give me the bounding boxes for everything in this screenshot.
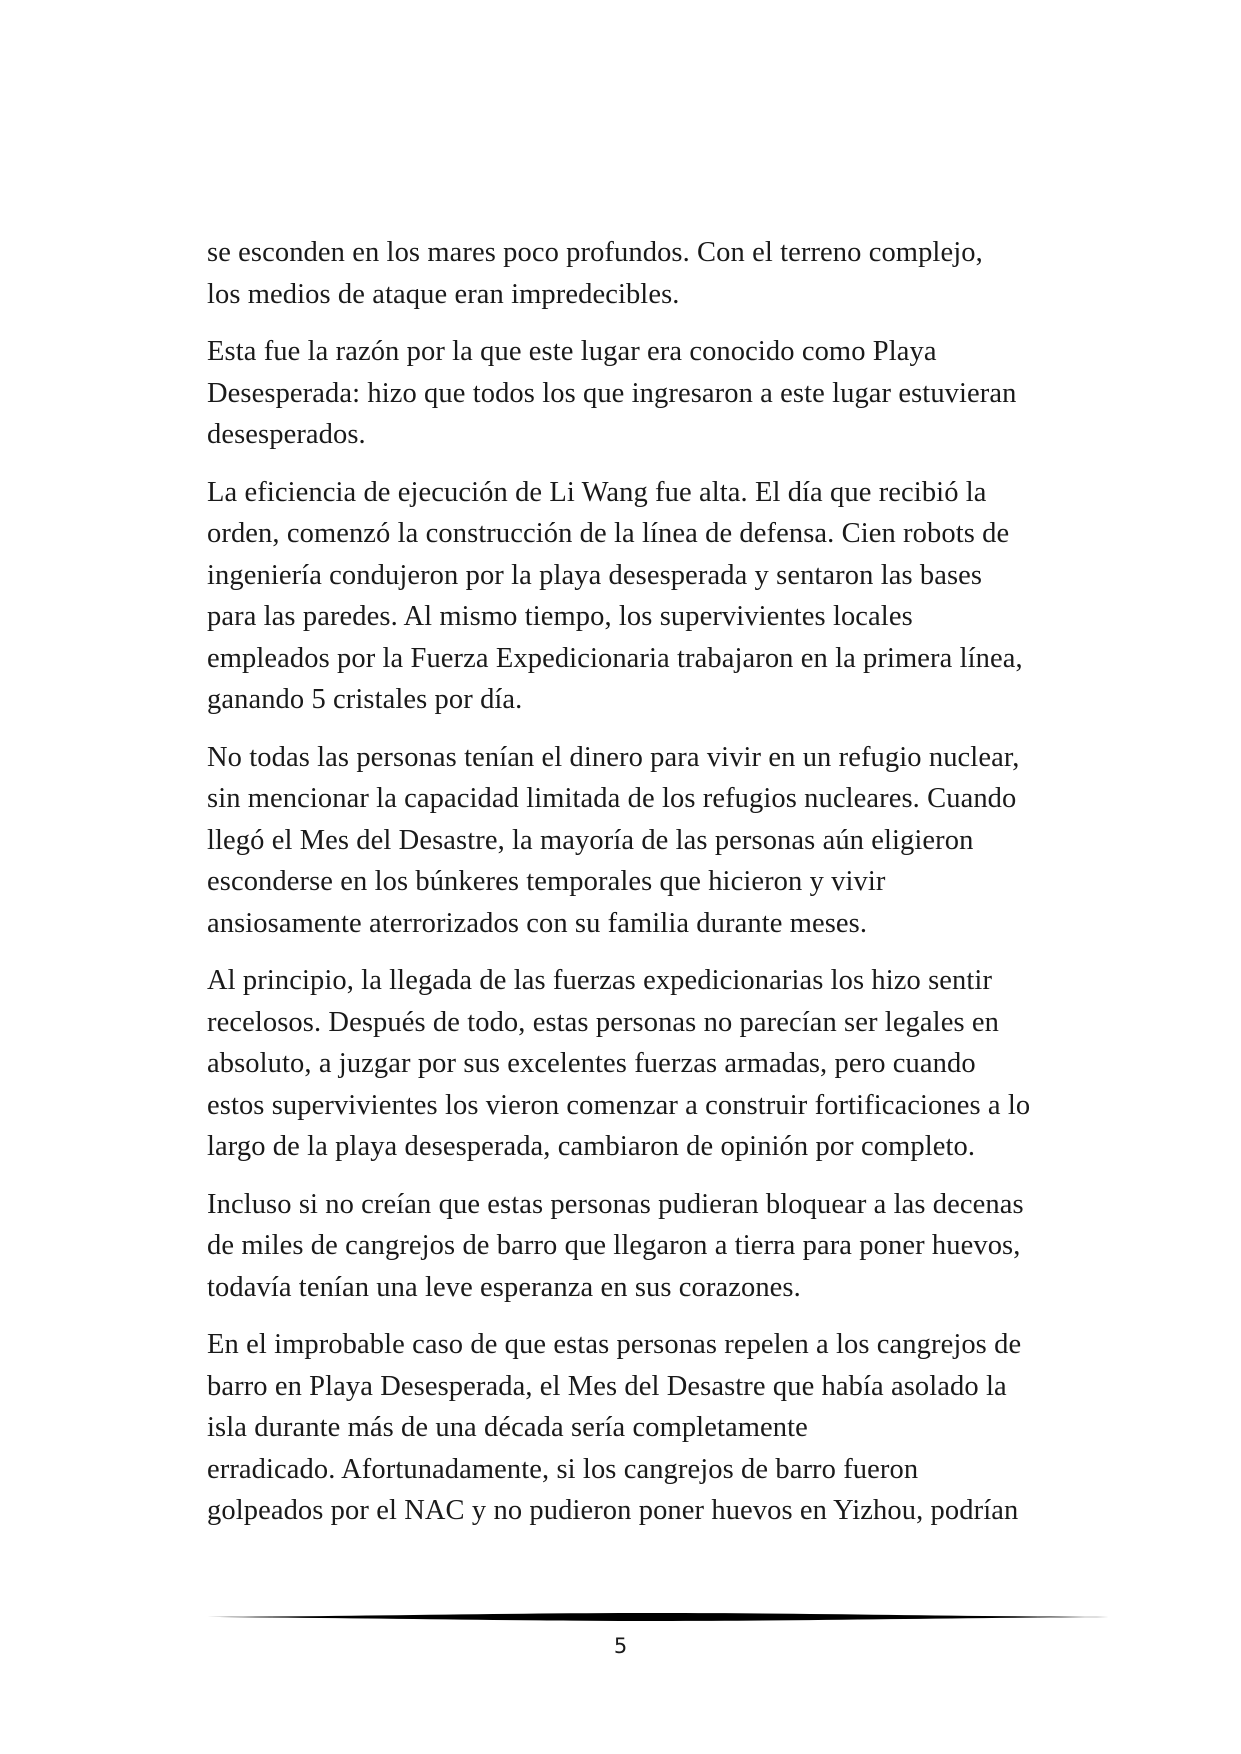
text-line: absoluto, a juzgar por sus excelentes fuerzas armadas, pero cuando (207, 1048, 976, 1079)
text-line: isla durante más de una década sería completamente (207, 1412, 808, 1443)
text-line: ansiosamente aterrorizados con su familia durante meses. (207, 907, 868, 939)
text-line: En el improbable caso de que estas personas repelen a los cangrejos de (207, 1329, 1022, 1360)
text-line: barro en Playa Desesperada, el Mes del Desastre que había asolado la (207, 1370, 1007, 1402)
text-line: para las paredes. Al mismo tiempo, los supervivientes locales (207, 601, 913, 632)
paragraph-1 (207, 232, 1067, 315)
text-line: ganando 5 cristales por día. (207, 684, 523, 715)
text-line: orden, comenzó la construcción de la línea de defensa. Cien robots de (207, 518, 1010, 549)
footer-divider (207, 1610, 1109, 1624)
page-number: 5 (613, 1634, 628, 1658)
text-line: empleados por la Fuerza Expedicionaria trabajaron en la primera línea, (207, 642, 1023, 674)
text-line: erradicado. Afortunadamente, si los cangrejos de barro fueron (207, 1453, 919, 1485)
paragraph-4 (207, 737, 1067, 945)
paragraph-7 (207, 1324, 1067, 1532)
text-line: recelosos. Después de todo, estas personas no parecían ser legales en (207, 1006, 999, 1038)
text-line: largo de la playa desesperada, cambiaron de opinión por completo. (207, 1131, 976, 1162)
paragraph-5 (207, 960, 1067, 1168)
text-line: llegó el Mes del Desastre, la mayoría de las personas aún eligieron (207, 824, 974, 856)
text-line: estos supervivientes los vieron comenzar a construir fortificaciones a lo (207, 1089, 1031, 1121)
text-line: No todas las personas tenían el dinero para vivir en un refugio nuclear, (207, 741, 1020, 773)
footer-divider-swell (207, 1613, 1109, 1621)
text-line: todavía tenían una leve esperanza en sus corazones. (207, 1271, 801, 1303)
text-line: golpeados por el NAC y no pudieron poner huevos en Yizhou, podrían (207, 1495, 1019, 1526)
text-line: de miles de cangrejos de barro que llegaron a tierra para poner huevos, (207, 1230, 1021, 1261)
text-line: los medios de ataque eran impredecibles. (207, 278, 680, 310)
text-line: se esconden en los mares poco profundos. Con el terreno complejo, (207, 237, 983, 268)
document-body (207, 232, 1067, 1548)
text-line: Incluso si no creían que estas personas pudieran bloquear a las decenas (207, 1188, 1024, 1220)
text-line: esconderse en los búnkeres temporales que hicieron y vivir (207, 866, 886, 897)
text-line: sin mencionar la capacidad limitada de los refugios nucleares. Cuando (207, 783, 1017, 814)
text-line: ingeniería condujeron por la playa desesperada y sentaron las bases (207, 559, 983, 591)
text-line: Esta fue la razón por la que este lugar era conocido como Playa (207, 336, 937, 367)
paragraph-2 (207, 331, 1067, 456)
paragraph-3 (207, 472, 1067, 721)
text-line: La eficiencia de ejecución de Li Wang fue alta. El día que recibió la (207, 476, 987, 508)
text-line: desesperados. (207, 419, 366, 450)
text-line: Desesperada: hizo que todos los que ingresaron a este lugar estuvieran (207, 377, 1017, 409)
paragraph-6 (207, 1184, 1067, 1309)
text-line: Al principio, la llegada de las fuerzas expedicionarias los hizo sentir (207, 965, 993, 996)
